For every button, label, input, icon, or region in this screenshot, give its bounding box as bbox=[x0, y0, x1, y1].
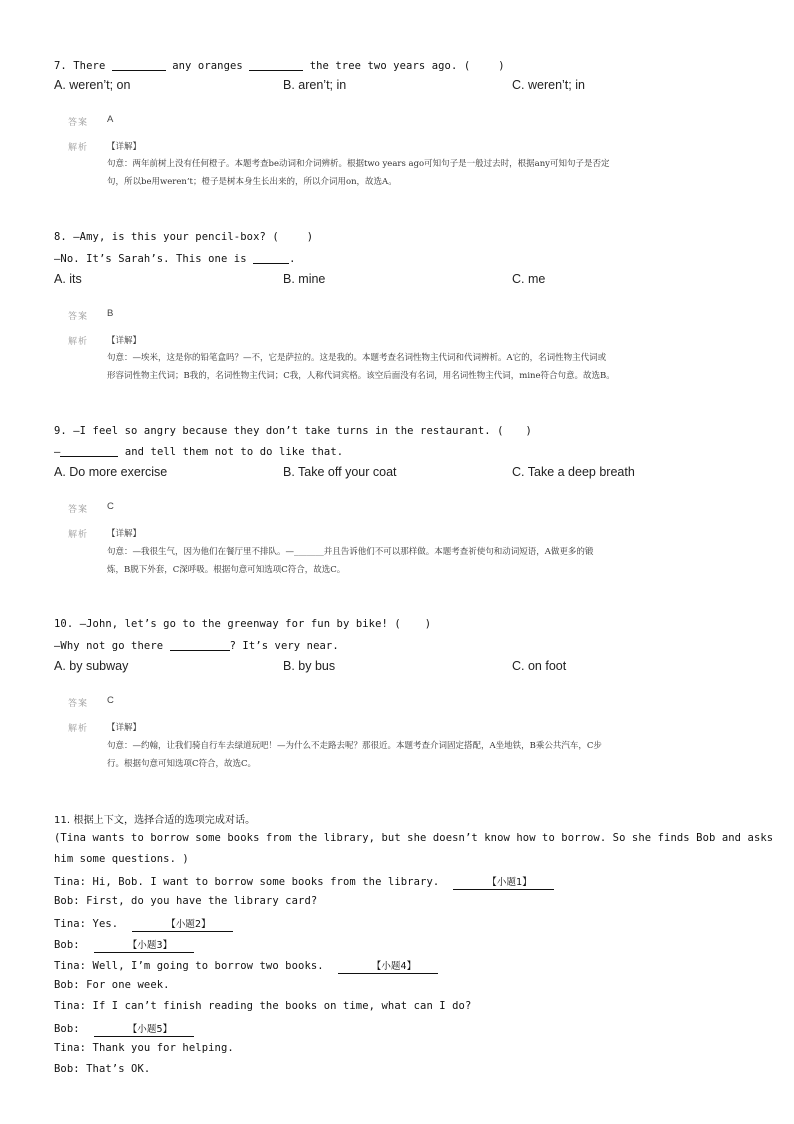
stem-text: There bbox=[73, 60, 106, 72]
sub-question-blank: 【小题2】 bbox=[132, 916, 233, 932]
question-8-stem bbox=[54, 231, 313, 243]
question-7-stem bbox=[54, 59, 505, 72]
sub-question-blank: 【小题4】 bbox=[338, 958, 439, 974]
answer-value: B bbox=[107, 308, 114, 319]
question-10-response bbox=[54, 639, 339, 652]
explanation-line: 行。根据句意可知选项C符合，故选C。 bbox=[107, 759, 257, 769]
dialogue-line: Bob: For one week. bbox=[54, 979, 170, 991]
sub-question-blank: 【小题1】 bbox=[453, 874, 554, 890]
stem-text: —John, let’s go to the greenway for fun by bike! ( bbox=[79, 618, 401, 630]
answer-label: 答案 bbox=[68, 118, 89, 128]
question-number: 9. bbox=[54, 425, 67, 437]
paren-close: ) bbox=[424, 618, 432, 630]
detail-label: 【详解】 bbox=[107, 142, 142, 152]
explanation-line: 句意：—约翰，让我们骑自行车去绿道玩吧！—为什么不走路去呢？那很近。本题考查介词固定搭配，A坐地铁，B乘公共汽车，C步 bbox=[107, 741, 602, 751]
question-9-stem bbox=[54, 425, 532, 437]
dialogue-line: Bob: 【小题3】 bbox=[54, 937, 194, 953]
dialogue-line: Tina: Thank you for helping. bbox=[54, 1042, 234, 1054]
stem-text: . bbox=[289, 253, 296, 265]
stem-text: ? It’s very near. bbox=[229, 640, 339, 652]
answer-blank bbox=[249, 59, 303, 71]
answer-blank bbox=[112, 59, 166, 71]
question-number: 8. bbox=[54, 231, 67, 243]
dialogue-line: Tina: Yes. 【小题2】 bbox=[54, 916, 233, 932]
stem-text: and tell them not to do like that. bbox=[124, 446, 344, 458]
question-10-stem bbox=[54, 618, 431, 630]
question-number: 10. bbox=[54, 618, 74, 630]
answer-label: 答案 bbox=[68, 699, 89, 709]
option-a: A. by subway bbox=[54, 659, 129, 673]
option-c: C. me bbox=[512, 272, 546, 286]
stem-text: —I feel so angry because they don’t take turns in the restaurant. ( bbox=[73, 425, 504, 437]
option-b: B. Take off your coat bbox=[283, 465, 397, 479]
dialogue-line: Tina: Well, I’m going to borrow two books. 【小题4】 bbox=[54, 958, 438, 974]
option-c: C. Take a deep breath bbox=[512, 465, 635, 479]
dialogue-line: Tina: Hi, Bob. I want to borrow some books from the library. 【小题1】 bbox=[54, 874, 554, 890]
question-9-response bbox=[54, 445, 343, 458]
answer-blank bbox=[170, 639, 230, 651]
analysis-label: 解析 bbox=[68, 530, 89, 540]
dialogue-line: Bob: That’s OK. bbox=[54, 1063, 151, 1075]
analysis-label: 解析 bbox=[68, 337, 89, 347]
stem-text: the tree two years ago. ( bbox=[309, 60, 471, 72]
stem-text: any oranges bbox=[172, 60, 243, 72]
analysis-label: 解析 bbox=[68, 724, 89, 734]
stem-text: —Amy, is this your pencil-box? ( bbox=[73, 231, 279, 243]
detail-label: 【详解】 bbox=[107, 529, 142, 539]
paren-close: ) bbox=[498, 60, 505, 72]
detail-label: 【详解】 bbox=[107, 336, 142, 346]
explanation-line: 炼，B脱下外套，C深呼吸。根据句意可知选项C符合，故选C。 bbox=[107, 565, 346, 575]
dialogue-line: Bob: First, do you have the library card? bbox=[54, 895, 318, 907]
explanation-line: 形容词性物主代词；B我的，名词性物主代词；C我，人称代词宾格。该空后面没有名词，用名词性物主代词，mine符合句意。故选B。 bbox=[107, 371, 615, 381]
explanation-line: 句意：—我很生气，因为他们在餐厅里不排队。—_______并且告诉他们不可以那样做。本题考查祈使句和动词短语，A做更多的锻 bbox=[107, 547, 594, 557]
answer-label: 答案 bbox=[68, 505, 89, 515]
dialogue-line: Bob: 【小题5】 bbox=[54, 1021, 194, 1037]
sub-question-blank: 【小题5】 bbox=[94, 1021, 195, 1037]
paren-close: ) bbox=[306, 231, 314, 243]
sub-question-blank: 【小题3】 bbox=[94, 937, 195, 953]
option-a: A. its bbox=[54, 272, 82, 286]
question-11-title: 11. 根据上下文，选择合适的选项完成对话。 bbox=[54, 815, 256, 826]
option-b: B. aren’t; in bbox=[283, 78, 347, 92]
answer-blank bbox=[60, 445, 118, 457]
detail-label: 【详解】 bbox=[107, 723, 142, 733]
question-11-intro: him some questions. ) bbox=[54, 853, 189, 865]
explanation-line: 句意：两年前树上没有任何橙子。本题考查be动词和介词辨析。根据two years ago可知句子是一般过去时，根据any可知句子是否定 bbox=[107, 159, 610, 169]
answer-value: A bbox=[107, 114, 114, 125]
option-a: A. Do more exercise bbox=[54, 465, 168, 479]
stem-text: —Why not go there bbox=[54, 640, 164, 652]
dialogue-line: Tina: If I can’t finish reading the books on time, what can I do? bbox=[54, 1000, 472, 1012]
answer-value: C bbox=[107, 695, 114, 706]
question-number: 7. bbox=[54, 60, 67, 72]
paren-close: ) bbox=[525, 425, 532, 437]
question-11-intro: (Tina wants to borrow some books from the library, but she doesn’t know how to borrow. So she finds Bob and asks bbox=[54, 832, 774, 844]
analysis-label: 解析 bbox=[68, 143, 89, 153]
stem-text: —No. It’s Sarah’s. This one is bbox=[54, 253, 247, 265]
option-c: C. weren’t; in bbox=[512, 78, 585, 92]
option-c: C. on foot bbox=[512, 659, 567, 673]
option-b: B. by bus bbox=[283, 659, 336, 673]
option-a: A. weren’t; on bbox=[54, 78, 131, 92]
explanation-line: 句，所以be用weren’t；橙子是树本身生长出来的，所以介词用on，故选A。 bbox=[107, 177, 397, 187]
stem-text: — bbox=[54, 446, 61, 458]
question-8-response bbox=[54, 252, 296, 265]
answer-value: C bbox=[107, 501, 114, 512]
option-b: B. mine bbox=[283, 272, 326, 286]
explanation-line: 句意：—埃米，这是你的铅笔盒吗？—不，它是萨拉的。这是我的。本题考查名词性物主代词和代词辨析。A它的，名词性物主代词或 bbox=[107, 353, 607, 363]
answer-blank bbox=[253, 252, 289, 264]
answer-label: 答案 bbox=[68, 312, 89, 322]
